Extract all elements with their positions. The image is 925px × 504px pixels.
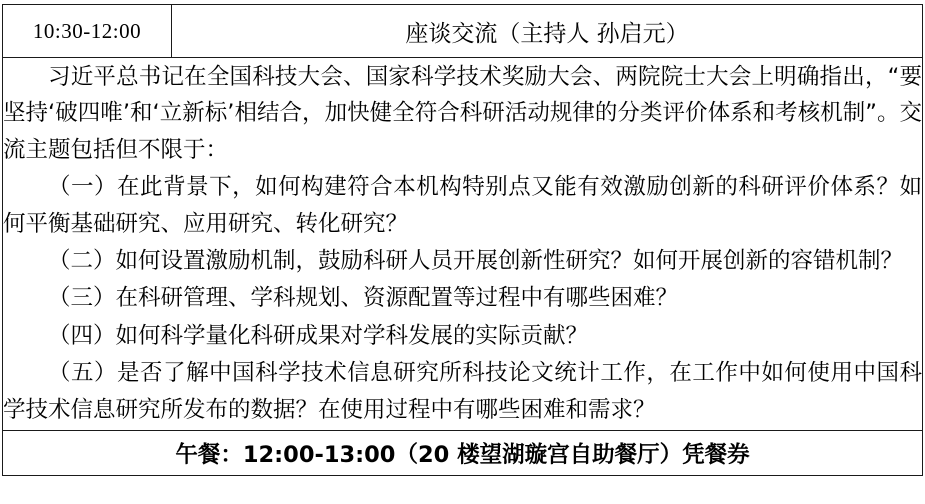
table-row-footer [3, 431, 923, 476]
table-row-body [3, 58, 923, 431]
session-title: 座谈交流（主持人 孙启元） [172, 5, 923, 58]
paragraph-topic-3: （三）在科研管理、学科规划、资源配置等过程中有哪些困难？ [48, 285, 679, 312]
paragraph-topic-1: （一）在此背景下，如何构建符合本机构特别点又能有效激励创新的科研评价体系？如何平衡基础研究、应用研究、转化研究？ [3, 174, 922, 237]
paragraph-topic-5: （五）是否了解中国科学技术信息研究所科技论文统计工作，在工作中如何使用中国科学技术信息研究所发布的数据？在使用过程中有哪些困难和需求？ [3, 360, 922, 423]
paragraph-intro: 习近平总书记在全国科技大会、国家科学技术奖励大会、两院院士大会上明确指出，“要坚持‘破四唯’和‘立新标’相结合，加快健全符合科研活动规律的分类评价体系和考核机制”。交流主题包括但不限于： [3, 63, 922, 163]
paragraph-topic-4: （四）如何科学量化科研成果对学科发展的实际贡献？ [48, 322, 589, 349]
agenda-table [2, 4, 923, 476]
document-page [0, 4, 925, 504]
paragraph-topic-2: （二）如何设置激励机制，鼓励科研人员开展创新性研究？如何开展创新的容错机制？ [48, 248, 904, 274]
session-body [3, 58, 923, 431]
session-time: 10:30-12:00 [3, 5, 172, 58]
lunch-note: 午餐：12:00-13:00（20 楼望湖璇宫自助餐厅）凭餐券 [3, 431, 923, 476]
table-row-header [3, 5, 923, 58]
